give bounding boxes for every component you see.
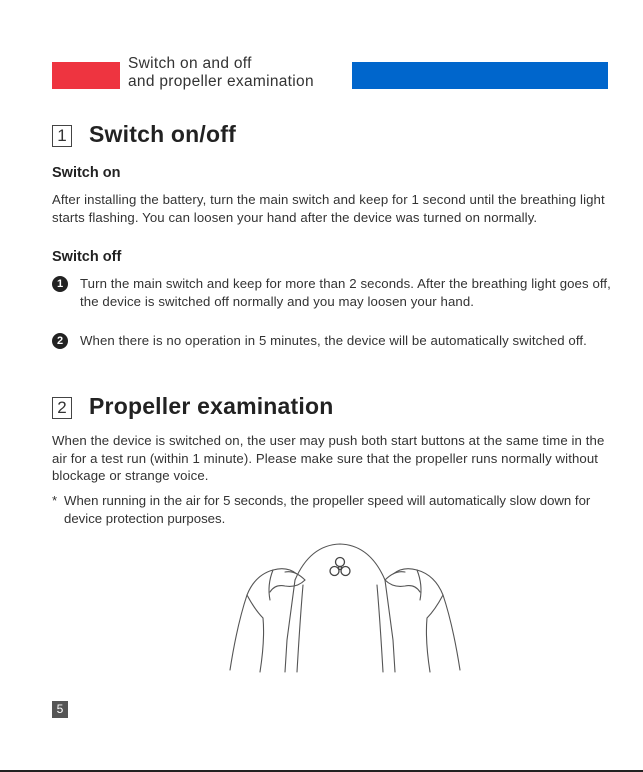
note — [52, 492, 612, 528]
header-title-line2: and propeller examination — [128, 73, 314, 90]
number-badge-icon: 2 — [52, 333, 68, 349]
section-number-box: 2 — [52, 397, 72, 419]
numbered-item-text: Turn the main switch and keep for more than 2 seconds. After the breathing light goes off, the device is switched off normally and you may loosen your hand. — [80, 276, 611, 309]
header-red-bar — [52, 62, 120, 89]
note-marker: * — [52, 493, 58, 508]
hands-holding-device-icon — [225, 540, 465, 675]
numbered-item — [52, 332, 612, 350]
number-badge-icon: 1 — [52, 276, 68, 292]
switch-on-paragraph: After installing the battery, turn the main switch and keep for 1 second until the breathing light starts flashing. You can loosen your hand after the device was turned on normally. — [52, 192, 605, 225]
numbered-item-text: When there is no operation in 5 minutes, the device will be automatically switched off. — [80, 333, 587, 348]
section-number-box: 1 — [52, 125, 72, 147]
header-title-line1: Switch on and off — [128, 55, 252, 72]
section-title: Switch on/off — [89, 121, 236, 147]
note-text: When running in the air for 5 seconds, the propeller speed will automatically slow down for device protection purposes. — [64, 493, 591, 526]
numbered-item — [52, 275, 612, 310]
propeller-paragraph: When the device is switched on, the user may push both start buttons at the same time in the air for a test run (within 1 minute). Please make sure that the propeller runs normally without blockage or strange voice. — [52, 433, 605, 483]
page-number: 5 — [52, 701, 68, 718]
subheading-switch-off: Switch off — [52, 249, 122, 265]
header-title — [128, 55, 314, 91]
subheading-switch-on: Switch on — [52, 165, 121, 181]
section-title: Propeller examination — [89, 393, 334, 419]
header-blue-bar — [352, 62, 608, 89]
